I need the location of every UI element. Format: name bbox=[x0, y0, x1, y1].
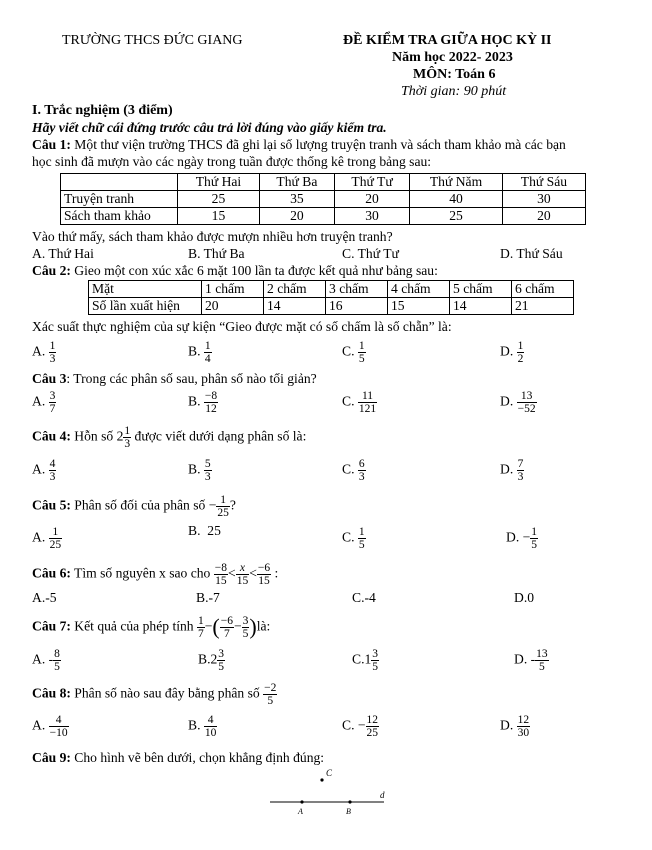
q3-option-b: B. $\frac{-8}{12}$ bbox=[188, 390, 218, 416]
q5-option-a: A. $\frac{1}{25}$ bbox=[32, 526, 62, 552]
q3-option-a: A. $\frac{3}{7}$ bbox=[32, 390, 56, 416]
table-row: Truyện tranh 25 35 20 40 30 bbox=[61, 191, 586, 208]
q6-option-d: D.0 bbox=[514, 590, 535, 605]
q4-option-b: B. $\frac{5}{3}$ bbox=[188, 458, 211, 484]
q2-question: Xác suất thực nghiệm của sự kiện “Gieo được mặt có số chấm là số chẵn” là: bbox=[32, 319, 452, 334]
q4-option-c: C. $\frac{6}{3}$ bbox=[342, 458, 365, 484]
q7-option-a: A. - $\frac{8}{5}$ bbox=[32, 648, 60, 674]
q3-option-c: C. $\frac{11}{121}$ bbox=[342, 390, 377, 416]
q2-option-a: A. $\frac{1}{3}$ bbox=[32, 340, 56, 366]
table-row: Số lần xuất hiện 20 14 16 15 14 21 bbox=[89, 298, 574, 315]
table-row: Thứ Hai Thứ Ba Thứ Tư Thứ Năm Thứ Sáu bbox=[61, 174, 586, 191]
q1-option-b: B. Thứ Ba bbox=[188, 246, 245, 261]
q8-text: Câu 8: Phân số nào sau đây bằng phân số $\frac{-2}{5}$ bbox=[32, 682, 277, 708]
point-a-dot bbox=[300, 800, 303, 803]
dice-table bbox=[88, 280, 574, 315]
q1-label: Câu 1: bbox=[32, 137, 71, 152]
line-d-label: d bbox=[380, 790, 385, 800]
point-c-label: C bbox=[326, 768, 333, 778]
q9-text: Câu 9: Cho hình vẽ bên dưới, chọn khẳng định đúng: bbox=[32, 750, 325, 765]
q5-option-c: C. $\frac{1}{5}$ bbox=[342, 526, 365, 552]
q1-option-d: D. Thứ Sáu bbox=[500, 246, 563, 261]
school-name: TRƯỜNG THCS ĐỨC GIANG bbox=[62, 33, 243, 48]
subject: MÔN: Toán 6 bbox=[413, 67, 496, 82]
q2-option-c: C. $\frac{1}{5}$ bbox=[342, 340, 365, 366]
q6-option-b: B.-7 bbox=[196, 590, 220, 605]
q7-option-c: C.1 $\frac{3}{5}$ bbox=[352, 648, 379, 674]
q3-option-d: D. $\frac{13}{-52}$ bbox=[500, 390, 536, 416]
q8-option-c: C. − $\frac{12}{25}$ bbox=[342, 714, 379, 740]
exam-time: Thời gian: 90 phút bbox=[401, 84, 507, 99]
q2-text: Câu 2: Gieo một con xúc xắc 6 mặt 100 lần ta được kết quả như bảng sau: bbox=[32, 263, 438, 278]
point-b-dot bbox=[348, 800, 351, 803]
q5-text: Câu 5: Phân số đối của phân số − $\frac{1}{25}$ ? bbox=[32, 494, 236, 520]
q2-option-d: D. $\frac{1}{2}$ bbox=[500, 340, 524, 366]
q8-option-b: B. $\frac{4}{10}$ bbox=[188, 714, 217, 740]
q5-option-d: D. − $\frac{1}{5}$ bbox=[506, 526, 538, 552]
q1-text-line2: học sinh đã mượn vào các ngày trong tuần được thống kê trong bảng sau: bbox=[32, 154, 432, 169]
q1-text-line1: Câu 1: Một thư viện trường THCS đã ghi lại số lượng truyện tranh và sách tham khảo mà các bạn bbox=[32, 137, 566, 152]
q8-option-d: D. $\frac{12}{30}$ bbox=[500, 714, 530, 740]
q4-option-a: A. $\frac{4}{3}$ bbox=[32, 458, 56, 484]
q4-option-d: D. $\frac{7}{3}$ bbox=[500, 458, 524, 484]
point-b-label: B bbox=[346, 807, 351, 816]
school-year: Năm học 2022- 2023 bbox=[392, 50, 513, 65]
q8-option-a: A. $\frac{4}{-10}$ bbox=[32, 714, 68, 740]
q9-figure bbox=[262, 764, 392, 824]
point-c-dot bbox=[320, 778, 323, 781]
section-title: I. Trắc nghiệm (3 điểm) bbox=[32, 103, 173, 118]
section-instruction: Hãy viết chữ cái đứng trước câu trả lời đúng vào giấy kiểm tra. bbox=[32, 120, 387, 135]
q7-option-b: B.2 $\frac{3}{5}$ bbox=[198, 648, 225, 674]
q5-option-b: B. 25 bbox=[188, 523, 221, 538]
q2-option-b: B. $\frac{1}{4}$ bbox=[188, 340, 211, 366]
q3-text: Câu 3: Trong các phân số sau, phân số nào tối giản? bbox=[32, 371, 317, 386]
q1-question: Vào thứ mấy, sách tham khảo được mượn nhiều hơn truyện tranh? bbox=[32, 229, 393, 244]
q6-option-a: A.-5 bbox=[32, 590, 57, 605]
q1-option-c: C. Thứ Tư bbox=[342, 246, 399, 261]
point-a-label: A bbox=[298, 807, 303, 816]
q7-option-d: D. - $\frac{13}{5}$ bbox=[514, 648, 548, 674]
q6-text: Câu 6: Tìm số nguyên x sao cho $\frac{-8}{15}$ < $\frac{x}{15}$ < $\frac{-6}{15}$ : bbox=[32, 562, 279, 588]
library-table bbox=[60, 173, 586, 225]
table-row: Sách tham khảo 15 20 30 25 20 bbox=[61, 208, 586, 225]
q4-text: Câu 4: Hỗn số 2 $\frac{1}{3}$ được viết dưới dạng phân số là: bbox=[32, 425, 307, 451]
q7-text: Câu 7: Kết quả của phép tính $\frac{1}{7}$ −( $\frac{-6}{7}$ − $\frac{3}{5}$ )là: bbox=[32, 614, 271, 640]
table-row: Mặt 1 chấm 2 chấm 3 chấm 4 chấm 5 chấm 6 chấm bbox=[89, 281, 574, 298]
q6-option-c: C.-4 bbox=[352, 590, 376, 605]
q1-option-a: A. Thứ Hai bbox=[32, 246, 94, 261]
exam-title: ĐỀ KIỂM TRA GIỮA HỌC KỲ II bbox=[343, 33, 552, 48]
